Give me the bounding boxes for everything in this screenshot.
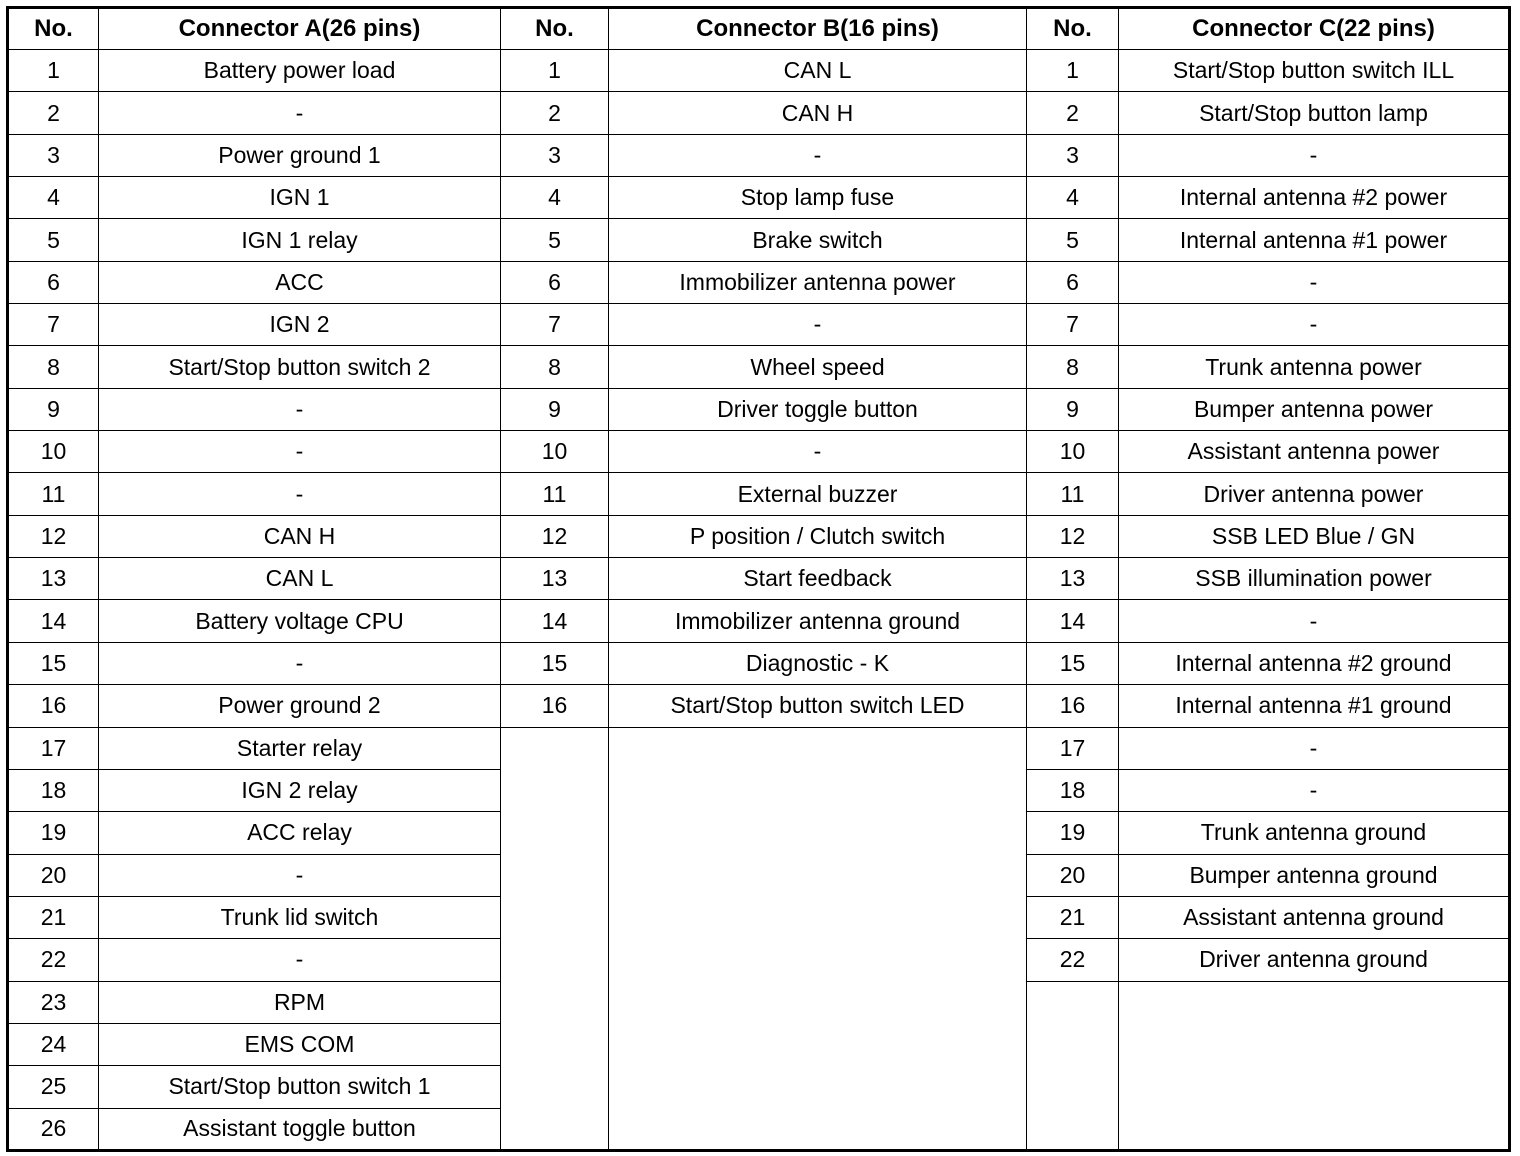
table-row — [8, 261, 1510, 303]
connector-a-pin-name: - — [99, 431, 501, 473]
connector-b-pin-name: Diagnostic - K — [609, 642, 1027, 684]
connector-a-pin-name: Starter relay — [99, 727, 501, 769]
table-row — [8, 219, 1510, 261]
connector-c-pin-name: Bumper antenna power — [1119, 388, 1510, 430]
header-a-title: Connector A(26 pins) — [99, 8, 501, 50]
table-row — [8, 431, 1510, 473]
connector-a-pin-no: 5 — [8, 219, 99, 261]
connector-a-pin-name: Start/Stop button switch 2 — [99, 346, 501, 388]
connector-c-pin-name: Trunk antenna ground — [1119, 812, 1510, 854]
connector-a-pin-no: 25 — [8, 1066, 99, 1108]
connector-c-pin-name: Internal antenna #1 ground — [1119, 685, 1510, 727]
connector-a-pin-no: 7 — [8, 304, 99, 346]
header-row — [8, 8, 1510, 50]
connector-b-pin-no: 16 — [501, 685, 609, 727]
connector-a-pin-no: 8 — [8, 346, 99, 388]
connector-b-pin-no: 6 — [501, 261, 609, 303]
connector-a-pin-name: CAN H — [99, 515, 501, 557]
header-a-no: No. — [8, 8, 99, 50]
connector-a-pin-no: 24 — [8, 1023, 99, 1065]
table-row — [8, 642, 1510, 684]
connector-b-pin-name: CAN H — [609, 92, 1027, 134]
connector-a-pin-no: 10 — [8, 431, 99, 473]
connector-a-pin-no: 22 — [8, 939, 99, 981]
connector-c-pin-no: 13 — [1027, 558, 1119, 600]
connector-b-pin-no: 1 — [501, 50, 609, 92]
connector-a-pin-no: 18 — [8, 769, 99, 811]
connector-c-pin-name: Internal antenna #1 power — [1119, 219, 1510, 261]
connector-c-pin-no: 11 — [1027, 473, 1119, 515]
connector-c-pin-name: Assistant antenna ground — [1119, 896, 1510, 938]
connector-b-pin-name: Start/Stop button switch LED — [609, 685, 1027, 727]
connector-b-pin-name: CAN L — [609, 50, 1027, 92]
table-row — [8, 177, 1510, 219]
connector-b-pin-name: External buzzer — [609, 473, 1027, 515]
connector-a-pin-no: 4 — [8, 177, 99, 219]
connector-c-pin-name: Trunk antenna power — [1119, 346, 1510, 388]
connector-a-pin-no: 17 — [8, 727, 99, 769]
connector-a-pin-no: 13 — [8, 558, 99, 600]
connector-b-pin-no: 8 — [501, 346, 609, 388]
table-row — [8, 134, 1510, 176]
connector-a-pin-name: - — [99, 642, 501, 684]
connector-c-empty-no — [1027, 981, 1119, 1150]
connector-b-pin-no: 5 — [501, 219, 609, 261]
connector-a-pin-name: IGN 2 — [99, 304, 501, 346]
connector-a-pin-no: 3 — [8, 134, 99, 176]
table-row — [8, 558, 1510, 600]
connector-c-empty-name — [1119, 981, 1510, 1150]
connector-a-pin-name: ACC — [99, 261, 501, 303]
table-row — [8, 685, 1510, 727]
connector-b-pin-name: P position / Clutch switch — [609, 515, 1027, 557]
connector-b-pin-no: 10 — [501, 431, 609, 473]
connector-a-pin-no: 6 — [8, 261, 99, 303]
connector-c-pin-no: 14 — [1027, 600, 1119, 642]
connector-c-pin-no: 15 — [1027, 642, 1119, 684]
connector-a-pin-name: IGN 1 — [99, 177, 501, 219]
header-b-title: Connector B(16 pins) — [609, 8, 1027, 50]
connector-c-pin-no: 16 — [1027, 685, 1119, 727]
connector-b-empty-no — [501, 727, 609, 1151]
connector-pin-table — [6, 6, 1511, 1152]
connector-b-pin-name: - — [609, 431, 1027, 473]
header-c-title: Connector C(22 pins) — [1119, 8, 1510, 50]
connector-a-pin-name: RPM — [99, 981, 501, 1023]
connector-b-pin-no: 13 — [501, 558, 609, 600]
connector-a-pin-no: 14 — [8, 600, 99, 642]
header-c-no: No. — [1027, 8, 1119, 50]
table-body — [8, 50, 1510, 1151]
connector-a-pin-name: - — [99, 92, 501, 134]
connector-a-pin-name: Trunk lid switch — [99, 896, 501, 938]
connector-a-pin-no: 11 — [8, 473, 99, 515]
connector-b-pin-no: 11 — [501, 473, 609, 515]
connector-a-pin-name: ACC relay — [99, 812, 501, 854]
connector-b-pin-no: 2 — [501, 92, 609, 134]
connector-a-pin-no: 15 — [8, 642, 99, 684]
connector-c-pin-name: - — [1119, 600, 1510, 642]
connector-a-pin-name: - — [99, 388, 501, 430]
connector-a-pin-name: - — [99, 854, 501, 896]
connector-c-pin-name: - — [1119, 304, 1510, 346]
connector-c-pin-name: Start/Stop button lamp — [1119, 92, 1510, 134]
connector-a-pin-name: IGN 2 relay — [99, 769, 501, 811]
connector-c-pin-no: 21 — [1027, 896, 1119, 938]
connector-b-pin-name: Stop lamp fuse — [609, 177, 1027, 219]
connector-c-pin-no: 3 — [1027, 134, 1119, 176]
connector-c-pin-no: 2 — [1027, 92, 1119, 134]
connector-a-pin-name: Battery power load — [99, 50, 501, 92]
table-row — [8, 473, 1510, 515]
table-row — [8, 304, 1510, 346]
connector-a-pin-name: Power ground 1 — [99, 134, 501, 176]
connector-a-pin-no: 19 — [8, 812, 99, 854]
connector-c-pin-name: Internal antenna #2 power — [1119, 177, 1510, 219]
table-row — [8, 727, 1510, 769]
connector-c-pin-no: 20 — [1027, 854, 1119, 896]
connector-a-pin-no: 23 — [8, 981, 99, 1023]
connector-a-pin-no: 9 — [8, 388, 99, 430]
connector-a-pin-name: - — [99, 473, 501, 515]
header-b-no: No. — [501, 8, 609, 50]
connector-c-pin-name: Internal antenna #2 ground — [1119, 642, 1510, 684]
connector-c-pin-no: 10 — [1027, 431, 1119, 473]
connector-b-pin-name: Driver toggle button — [609, 388, 1027, 430]
table-row — [8, 92, 1510, 134]
connector-a-pin-name: Battery voltage CPU — [99, 600, 501, 642]
connector-a-pin-name: IGN 1 relay — [99, 219, 501, 261]
connector-a-pin-no: 12 — [8, 515, 99, 557]
connector-c-pin-no: 7 — [1027, 304, 1119, 346]
connector-c-pin-no: 6 — [1027, 261, 1119, 303]
connector-c-pin-name: Start/Stop button switch ILL — [1119, 50, 1510, 92]
table-row — [8, 388, 1510, 430]
connector-c-pin-no: 17 — [1027, 727, 1119, 769]
connector-a-pin-no: 21 — [8, 896, 99, 938]
connector-b-pin-no: 7 — [501, 304, 609, 346]
connector-b-pin-no: 12 — [501, 515, 609, 557]
connector-a-pin-name: Start/Stop button switch 1 — [99, 1066, 501, 1108]
connector-a-pin-no: 1 — [8, 50, 99, 92]
connector-c-pin-no: 8 — [1027, 346, 1119, 388]
connector-c-pin-name: Driver antenna ground — [1119, 939, 1510, 981]
connector-b-pin-no: 4 — [501, 177, 609, 219]
connector-b-pin-no: 15 — [501, 642, 609, 684]
connector-b-pin-no: 14 — [501, 600, 609, 642]
connector-c-pin-no: 22 — [1027, 939, 1119, 981]
connector-c-pin-name: SSB illumination power — [1119, 558, 1510, 600]
connector-c-pin-no: 9 — [1027, 388, 1119, 430]
connector-b-pin-name: Immobilizer antenna ground — [609, 600, 1027, 642]
connector-a-pin-name: - — [99, 939, 501, 981]
connector-c-pin-name: SSB LED Blue / GN — [1119, 515, 1510, 557]
table-row — [8, 515, 1510, 557]
table-row — [8, 50, 1510, 92]
connector-c-pin-no: 4 — [1027, 177, 1119, 219]
connector-c-pin-no: 19 — [1027, 812, 1119, 854]
connector-c-pin-no: 1 — [1027, 50, 1119, 92]
table-row — [8, 600, 1510, 642]
connector-b-pin-no: 3 — [501, 134, 609, 176]
connector-c-pin-name: - — [1119, 261, 1510, 303]
connector-a-pin-name: CAN L — [99, 558, 501, 600]
connector-c-pin-name: Bumper antenna ground — [1119, 854, 1510, 896]
connector-a-pin-name: Assistant toggle button — [99, 1108, 501, 1150]
connector-c-pin-name: Assistant antenna power — [1119, 431, 1510, 473]
connector-c-pin-name: - — [1119, 769, 1510, 811]
connector-c-pin-no: 18 — [1027, 769, 1119, 811]
connector-a-pin-no: 26 — [8, 1108, 99, 1150]
connector-b-pin-name: Brake switch — [609, 219, 1027, 261]
connector-a-pin-no: 2 — [8, 92, 99, 134]
connector-b-pin-name: Immobilizer antenna power — [609, 261, 1027, 303]
connector-a-pin-no: 20 — [8, 854, 99, 896]
table-row — [8, 346, 1510, 388]
connector-b-pin-no: 9 — [501, 388, 609, 430]
connector-b-pin-name: Wheel speed — [609, 346, 1027, 388]
connector-a-pin-no: 16 — [8, 685, 99, 727]
connector-b-pin-name: Start feedback — [609, 558, 1027, 600]
connector-c-pin-no: 5 — [1027, 219, 1119, 261]
connector-b-empty-name — [609, 727, 1027, 1151]
connector-a-pin-name: EMS COM — [99, 1023, 501, 1065]
connector-c-pin-name: Driver antenna power — [1119, 473, 1510, 515]
connector-c-pin-no: 12 — [1027, 515, 1119, 557]
connector-b-pin-name: - — [609, 134, 1027, 176]
connector-c-pin-name: - — [1119, 727, 1510, 769]
connector-c-pin-name: - — [1119, 134, 1510, 176]
connector-b-pin-name: - — [609, 304, 1027, 346]
connector-a-pin-name: Power ground 2 — [99, 685, 501, 727]
